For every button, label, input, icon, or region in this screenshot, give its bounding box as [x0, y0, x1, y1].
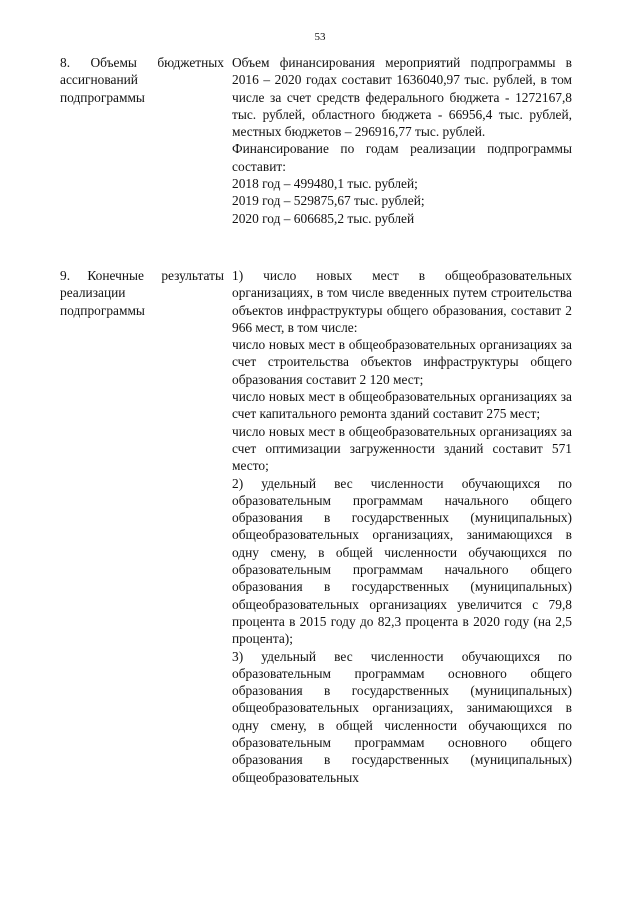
section-8-content	[232, 54, 572, 227]
section-paragraph: число новых мест в общеобразовательных организациях за счет оптимизации загруженности зданий составит 571 место;	[232, 423, 572, 474]
section-paragraph: 2) удельный вес численности обучающихся по образовательным программам начального общего образования в государственных (муниципальных) общеобразовательных организациях, занимающихся в одну смену, в общей численности обучающихся по образовательным программам начального общего образования в государственных (муниципальных) общеобразовательных организациях увеличится с 79,8 процента в 2015 году до 82,3 процента в 2020 году (на 2,5 процента);	[232, 475, 572, 647]
section-label-line: 9. Конечные результаты	[60, 268, 224, 283]
section-label-line: реализации	[60, 285, 126, 301]
section-paragraph: 1) число новых мест в общеобразовательных организациях, в том числе введенных путем строительства объектов инфраструктуры общего образования, составит 2 966 мест, в том числе:	[232, 268, 572, 335]
section-paragraph: 2020 год – 606685,2 тыс. рублей	[232, 210, 415, 226]
section-9-content	[232, 267, 572, 786]
section-paragraph: число новых мест в общеобразовательных организациях за счет строительства объектов инфраструктуры общего образования составит 2 120 мест;	[232, 337, 572, 387]
section-paragraph: 3) удельный вес численности обучающихся по образовательным программам основного общего образования в государственных (муниципальных) общеобразовательных организациях, занимающихся в одну смену, в общей численности обучающихся по образовательным программам основного общего образования в государственных (муниципальных) общеобразовательных	[232, 648, 572, 785]
section-paragraph: число новых мест в общеобразовательных организациях за счет капитального ремонта зданий составит 275 мест;	[232, 389, 572, 422]
section-label-line: 8. Объемы бюджетных	[60, 55, 224, 70]
section-label-line: ассигнований	[60, 72, 138, 88]
section-label-line: подпрограммы	[60, 302, 145, 318]
section-paragraph: 2019 год – 529875,67 тыс. рублей;	[232, 193, 425, 209]
section-paragraph: Объем финансирования мероприятий подпрограммы в 2016 – 2020 годах составит 1636040,97 тыс. рублей, в том числе за счет средств федерального бюджета - 1272167,8 тыс. рублей, областного бюджета - 66956,4 тыс. рублей, местных бюджетов – 296916,77 тыс. рублей.	[232, 55, 572, 140]
section-label-line: подпрограммы	[60, 89, 145, 105]
section-paragraph: 2018 год – 499480,1 тыс. рублей;	[232, 176, 418, 192]
section-9-label	[60, 267, 224, 319]
page-number: 53	[314, 31, 326, 43]
section-8-label	[60, 54, 224, 106]
section-paragraph: Финансирование по годам реализации подпрограммы составит:	[232, 141, 572, 174]
